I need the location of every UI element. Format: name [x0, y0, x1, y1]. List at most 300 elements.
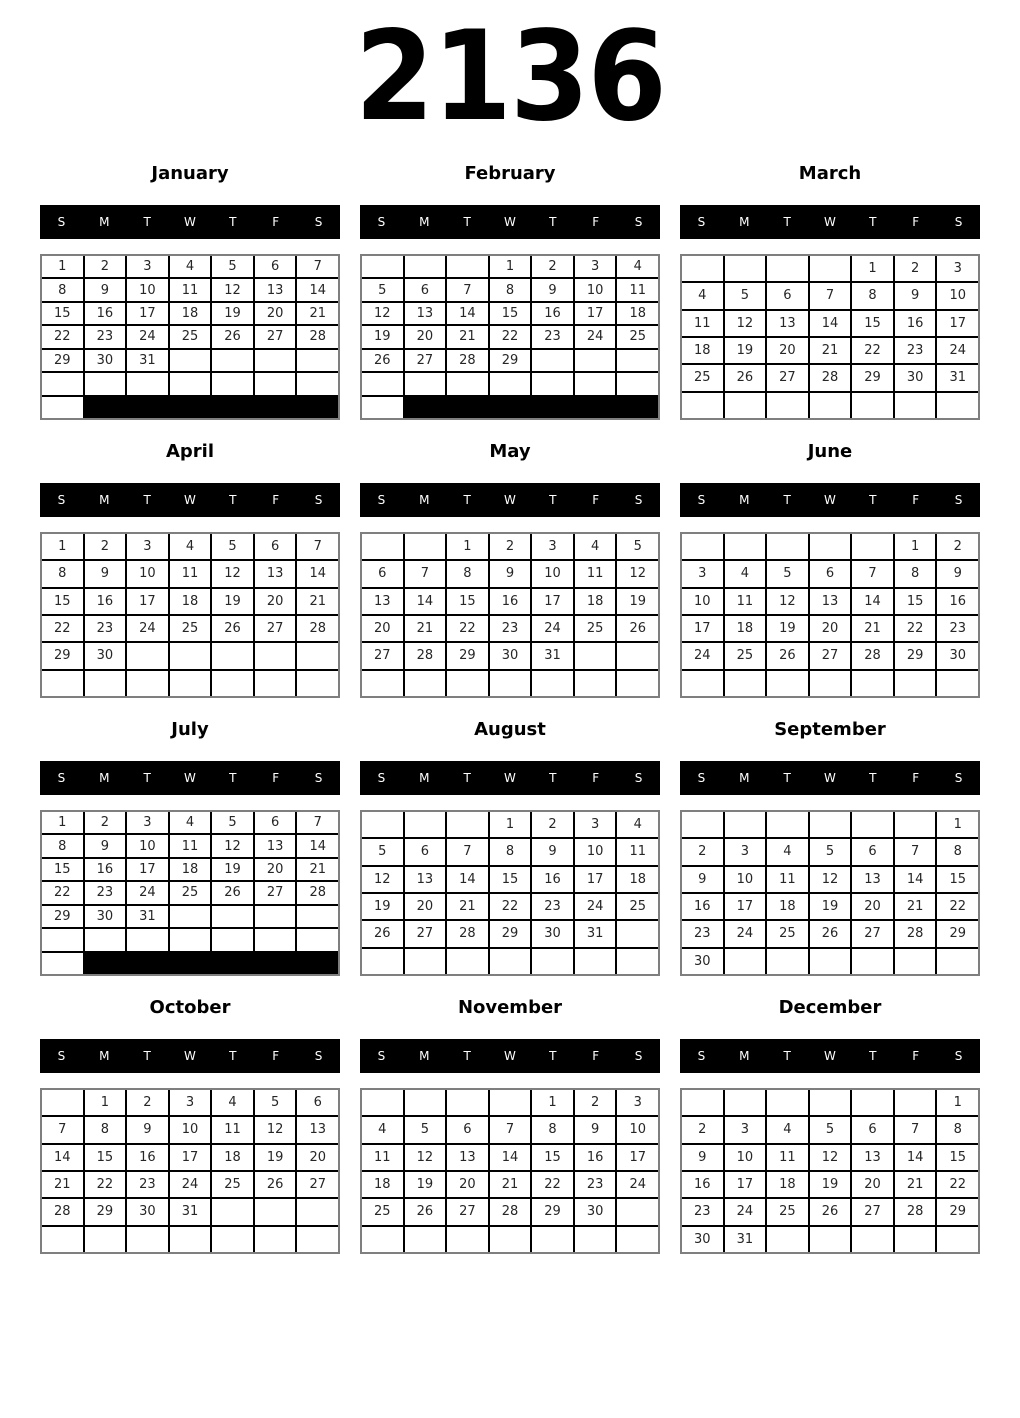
day-cell: 23	[532, 326, 573, 347]
day-cell: 14	[42, 1145, 83, 1170]
month-days-grid	[680, 1088, 980, 1254]
day-cell	[575, 671, 616, 696]
day-cell	[937, 949, 978, 974]
weekday-label: T	[143, 215, 151, 229]
day-cell	[767, 812, 808, 837]
day-cell: 1	[42, 812, 83, 833]
day-cell: 28	[297, 326, 338, 347]
day-cell: 15	[490, 303, 531, 324]
day-cell: 10	[682, 589, 723, 614]
day-cell: 11	[575, 561, 616, 586]
weekday-label: T	[869, 1049, 877, 1063]
day-cell	[725, 949, 766, 974]
day-cell: 2	[85, 256, 126, 277]
day-cell	[852, 1227, 893, 1252]
day-cell: 8	[447, 561, 488, 586]
day-cell: 22	[852, 338, 893, 363]
day-cell: 10	[127, 835, 168, 856]
day-cell: 12	[725, 311, 766, 336]
day-cell: 19	[810, 1172, 851, 1197]
day-cell: 9	[490, 561, 531, 586]
day-cell: 14	[297, 279, 338, 300]
day-cell: 30	[85, 643, 126, 668]
day-cell: 2	[127, 1090, 168, 1115]
day-cell	[852, 393, 893, 418]
day-cell: 7	[447, 839, 488, 864]
day-cell: 7	[297, 812, 338, 833]
day-cell	[725, 256, 766, 281]
day-cell: 30	[532, 921, 573, 946]
day-cell: 2	[575, 1090, 616, 1115]
day-cell: 21	[852, 616, 893, 641]
day-cell: 16	[85, 859, 126, 880]
day-cell: 11	[170, 279, 211, 300]
day-cell: 8	[490, 839, 531, 864]
day-cell	[617, 949, 658, 974]
day-cell: 2	[85, 534, 126, 559]
day-cell	[362, 256, 403, 277]
day-cell: 5	[725, 283, 766, 308]
day-cell: 5	[362, 839, 403, 864]
day-cell: 17	[127, 303, 168, 324]
day-cell: 1	[937, 812, 978, 837]
day-cell: 18	[725, 616, 766, 641]
day-cell	[575, 643, 616, 668]
day-cell: 29	[42, 906, 83, 927]
day-cell	[682, 812, 723, 837]
day-cell	[852, 1090, 893, 1115]
weekday-label: W	[504, 215, 516, 229]
day-cell	[682, 1090, 723, 1115]
month-name: October	[149, 997, 231, 1018]
day-cell: 26	[255, 1172, 296, 1197]
day-cell: 13	[297, 1117, 338, 1142]
weekday-label: S	[314, 215, 323, 229]
day-cell: 9	[532, 839, 573, 864]
day-cell	[42, 671, 83, 696]
day-cell: 14	[852, 589, 893, 614]
weekday-label: F	[592, 215, 600, 229]
month-block	[680, 164, 980, 420]
day-cell: 6	[255, 812, 296, 833]
day-cell: 19	[725, 338, 766, 363]
day-cell: 7	[297, 534, 338, 559]
weekday-label: F	[912, 215, 920, 229]
day-cell: 9	[85, 561, 126, 586]
day-cell: 24	[937, 338, 978, 363]
day-cell	[212, 906, 253, 927]
day-cell: 13	[255, 279, 296, 300]
month-block	[360, 720, 660, 976]
weekday-label: W	[824, 215, 836, 229]
day-cell: 27	[255, 882, 296, 903]
weekday-label: F	[272, 493, 280, 507]
day-cell: 24	[575, 326, 616, 347]
day-cell: 25	[170, 326, 211, 347]
day-cell: 12	[810, 867, 851, 892]
weekday-label: T	[463, 493, 471, 507]
day-cell: 30	[85, 350, 126, 371]
day-cell	[362, 1227, 403, 1252]
day-cell: 11	[682, 311, 723, 336]
day-cell: 5	[810, 839, 851, 864]
day-cell: 4	[170, 256, 211, 277]
day-cell: 12	[212, 561, 253, 586]
day-cell: 16	[85, 589, 126, 614]
day-cell	[405, 1227, 446, 1252]
day-cell: 7	[42, 1117, 83, 1142]
day-cell: 20	[810, 616, 851, 641]
day-cell: 21	[42, 1172, 83, 1197]
day-cell	[255, 929, 296, 950]
month-block	[680, 442, 980, 698]
weekday-label: S	[314, 1049, 323, 1063]
day-cell: 20	[447, 1172, 488, 1197]
month-name: April	[165, 441, 215, 462]
day-cell: 1	[490, 812, 531, 837]
day-cell: 19	[212, 589, 253, 614]
day-cell: 15	[42, 303, 83, 324]
weekday-label: F	[592, 1049, 600, 1063]
day-cell: 25	[170, 616, 211, 641]
day-cell: 28	[297, 882, 338, 903]
month-days-grid	[40, 1088, 340, 1254]
day-cell: 24	[127, 326, 168, 347]
day-cell: 20	[852, 1172, 893, 1197]
day-cell: 14	[297, 561, 338, 586]
day-cell: 23	[490, 616, 531, 641]
day-cell	[362, 534, 403, 559]
day-cell: 10	[937, 283, 978, 308]
day-cell	[297, 350, 338, 371]
day-cell	[362, 671, 403, 696]
month-name: November	[457, 997, 563, 1018]
day-cell	[532, 1227, 573, 1252]
month-block	[40, 442, 340, 698]
day-cell	[767, 534, 808, 559]
day-cell: 5	[617, 534, 658, 559]
day-cell	[767, 1227, 808, 1252]
day-cell: 3	[937, 256, 978, 281]
day-cell: 21	[447, 326, 488, 347]
day-cell	[767, 393, 808, 418]
day-cell: 10	[170, 1117, 211, 1142]
day-cell: 17	[725, 894, 766, 919]
day-cell: 17	[532, 589, 573, 614]
day-cell: 13	[405, 867, 446, 892]
weekday-header-bar	[360, 483, 660, 517]
day-cell: 22	[42, 616, 83, 641]
day-cell: 31	[127, 350, 168, 371]
day-cell	[170, 350, 211, 371]
weekday-label: S	[634, 493, 643, 507]
day-cell: 25	[682, 365, 723, 390]
weekday-label: T	[869, 493, 877, 507]
weekday-label: M	[739, 493, 750, 507]
day-cell: 27	[405, 921, 446, 946]
day-cell: 17	[127, 859, 168, 880]
weekday-label: T	[143, 771, 151, 785]
day-cell: 7	[810, 283, 851, 308]
day-cell: 26	[362, 350, 403, 371]
day-cell: 27	[255, 616, 296, 641]
day-cell: 12	[767, 589, 808, 614]
month-name: September	[774, 719, 886, 740]
day-cell: 11	[725, 589, 766, 614]
day-cell: 1	[937, 1090, 978, 1115]
weekday-header-bar	[360, 1039, 660, 1073]
day-cell	[575, 949, 616, 974]
day-cell	[85, 671, 126, 696]
day-cell: 15	[447, 589, 488, 614]
day-cell	[127, 643, 168, 668]
day-cell	[810, 534, 851, 559]
day-cell	[767, 1090, 808, 1115]
weekday-label: S	[57, 493, 66, 507]
day-cell: 5	[255, 1090, 296, 1115]
day-cell: 8	[42, 279, 83, 300]
day-cell: 18	[767, 894, 808, 919]
day-cell: 27	[447, 1199, 488, 1224]
weekday-header-bar	[40, 761, 340, 795]
day-cell: 14	[895, 1145, 936, 1170]
day-cell: 3	[532, 534, 573, 559]
day-cell: 16	[937, 589, 978, 614]
day-cell: 22	[42, 882, 83, 903]
day-cell: 18	[170, 303, 211, 324]
day-cell	[212, 929, 253, 950]
day-cell: 7	[895, 1117, 936, 1142]
day-cell: 24	[532, 616, 573, 641]
day-cell	[255, 906, 296, 927]
day-cell: 23	[682, 921, 723, 946]
day-cell: 25	[212, 1172, 253, 1197]
day-cell: 31	[575, 921, 616, 946]
day-cell: 11	[617, 839, 658, 864]
day-cell	[362, 397, 403, 418]
weekday-label: M	[739, 215, 750, 229]
day-cell: 6	[297, 1090, 338, 1115]
day-cell: 8	[937, 1117, 978, 1142]
day-cell: 9	[85, 279, 126, 300]
day-cell	[852, 812, 893, 837]
weekday-label: W	[824, 493, 836, 507]
weekday-label: F	[272, 215, 280, 229]
day-cell: 10	[575, 839, 616, 864]
weekday-label: M	[99, 1049, 110, 1063]
day-cell: 15	[937, 1145, 978, 1170]
weekday-label: S	[314, 493, 323, 507]
day-cell	[170, 373, 211, 394]
weekday-label: T	[463, 1049, 471, 1063]
day-cell: 16	[682, 894, 723, 919]
day-cell: 24	[617, 1172, 658, 1197]
day-cell	[617, 1199, 658, 1224]
weekday-label: S	[697, 771, 706, 785]
day-cell	[42, 397, 83, 418]
day-cell: 15	[937, 867, 978, 892]
day-cell: 1	[895, 534, 936, 559]
day-cell: 28	[895, 1199, 936, 1224]
day-cell: 6	[447, 1117, 488, 1142]
month-name: July	[171, 719, 209, 740]
day-cell	[575, 1227, 616, 1252]
day-cell: 12	[255, 1117, 296, 1142]
day-cell: 29	[42, 643, 83, 668]
day-cell: 21	[447, 894, 488, 919]
day-cell: 3	[575, 812, 616, 837]
day-cell: 10	[617, 1117, 658, 1142]
day-cell	[810, 393, 851, 418]
weekday-label: F	[272, 771, 280, 785]
day-cell: 11	[170, 561, 211, 586]
day-cell: 4	[682, 283, 723, 308]
month-days-grid	[40, 810, 340, 976]
day-cell: 9	[895, 283, 936, 308]
day-cell: 13	[810, 589, 851, 614]
day-cell: 29	[42, 350, 83, 371]
day-cell: 22	[447, 616, 488, 641]
month-block	[680, 720, 980, 976]
day-cell: 2	[532, 812, 573, 837]
day-cell	[212, 1227, 253, 1252]
weekday-label: W	[184, 771, 196, 785]
day-cell: 8	[852, 283, 893, 308]
weekday-label: W	[184, 493, 196, 507]
day-cell	[852, 949, 893, 974]
day-cell	[532, 350, 573, 371]
day-cell: 20	[405, 894, 446, 919]
day-cell: 4	[212, 1090, 253, 1115]
day-cell: 1	[447, 534, 488, 559]
day-cell: 18	[617, 303, 658, 324]
day-cell: 31	[725, 1227, 766, 1252]
day-cell: 14	[895, 867, 936, 892]
day-cell: 2	[937, 534, 978, 559]
day-cell: 25	[362, 1199, 403, 1224]
day-cell	[42, 929, 83, 950]
month-name: January	[151, 163, 229, 184]
day-cell: 27	[852, 921, 893, 946]
weekday-label: M	[739, 1049, 750, 1063]
day-cell	[297, 373, 338, 394]
weekday-label: S	[634, 215, 643, 229]
day-cell: 8	[42, 561, 83, 586]
day-cell	[212, 671, 253, 696]
day-cell: 12	[617, 561, 658, 586]
day-cell: 2	[85, 812, 126, 833]
day-cell: 16	[490, 589, 531, 614]
day-cell	[405, 812, 446, 837]
day-cell: 30	[85, 906, 126, 927]
day-cell	[895, 393, 936, 418]
day-cell: 17	[575, 867, 616, 892]
weekday-label: T	[229, 771, 237, 785]
day-cell	[255, 350, 296, 371]
day-cell: 15	[490, 867, 531, 892]
day-cell	[170, 1227, 211, 1252]
weekday-header-bar	[680, 1039, 980, 1073]
day-cell: 22	[42, 326, 83, 347]
day-cell: 29	[937, 1199, 978, 1224]
day-cell: 1	[42, 534, 83, 559]
weekday-label: T	[783, 1049, 791, 1063]
day-cell: 9	[85, 835, 126, 856]
day-cell: 31	[937, 365, 978, 390]
day-cell: 19	[405, 1172, 446, 1197]
day-cell: 26	[725, 365, 766, 390]
weekday-label: S	[954, 215, 963, 229]
day-cell	[617, 350, 658, 371]
day-cell	[810, 949, 851, 974]
day-cell	[212, 643, 253, 668]
day-cell: 15	[85, 1145, 126, 1170]
day-cell: 12	[212, 279, 253, 300]
day-cell: 12	[362, 867, 403, 892]
day-cell	[532, 949, 573, 974]
weekday-label: W	[824, 771, 836, 785]
day-cell	[42, 373, 83, 394]
day-cell: 3	[170, 1090, 211, 1115]
day-cell: 27	[767, 365, 808, 390]
day-cell: 18	[170, 589, 211, 614]
month-block	[40, 998, 340, 1254]
day-cell: 2	[490, 534, 531, 559]
day-cell	[170, 671, 211, 696]
day-cell	[810, 1090, 851, 1115]
day-cell	[682, 671, 723, 696]
weekday-label: F	[912, 1049, 920, 1063]
day-cell: 15	[42, 589, 83, 614]
weekday-label: T	[783, 771, 791, 785]
day-cell: 25	[617, 326, 658, 347]
day-cell	[810, 1227, 851, 1252]
day-cell	[362, 812, 403, 837]
weekday-label: W	[504, 1049, 516, 1063]
day-cell	[725, 671, 766, 696]
day-cell	[127, 929, 168, 950]
weekday-label: T	[869, 771, 877, 785]
day-cell: 21	[895, 894, 936, 919]
day-cell: 15	[42, 859, 83, 880]
month-block	[360, 442, 660, 698]
day-cell: 23	[575, 1172, 616, 1197]
day-cell	[617, 921, 658, 946]
day-cell	[810, 256, 851, 281]
day-cell: 10	[725, 867, 766, 892]
month-days-grid	[360, 1088, 660, 1254]
day-cell	[255, 1227, 296, 1252]
day-cell: 15	[895, 589, 936, 614]
month-days-grid	[360, 532, 660, 698]
day-cell: 18	[767, 1172, 808, 1197]
day-cell: 22	[937, 894, 978, 919]
day-cell: 8	[490, 279, 531, 300]
day-cell: 20	[767, 338, 808, 363]
day-cell	[170, 643, 211, 668]
day-cell	[42, 1090, 83, 1115]
weekday-label: T	[229, 493, 237, 507]
day-cell	[810, 812, 851, 837]
day-cell: 31	[170, 1199, 211, 1224]
day-cell: 26	[362, 921, 403, 946]
month-days-grid	[680, 810, 980, 976]
day-cell: 28	[490, 1199, 531, 1224]
day-cell: 12	[362, 303, 403, 324]
weekday-label: T	[143, 493, 151, 507]
day-cell: 24	[725, 921, 766, 946]
day-cell	[212, 1199, 253, 1224]
